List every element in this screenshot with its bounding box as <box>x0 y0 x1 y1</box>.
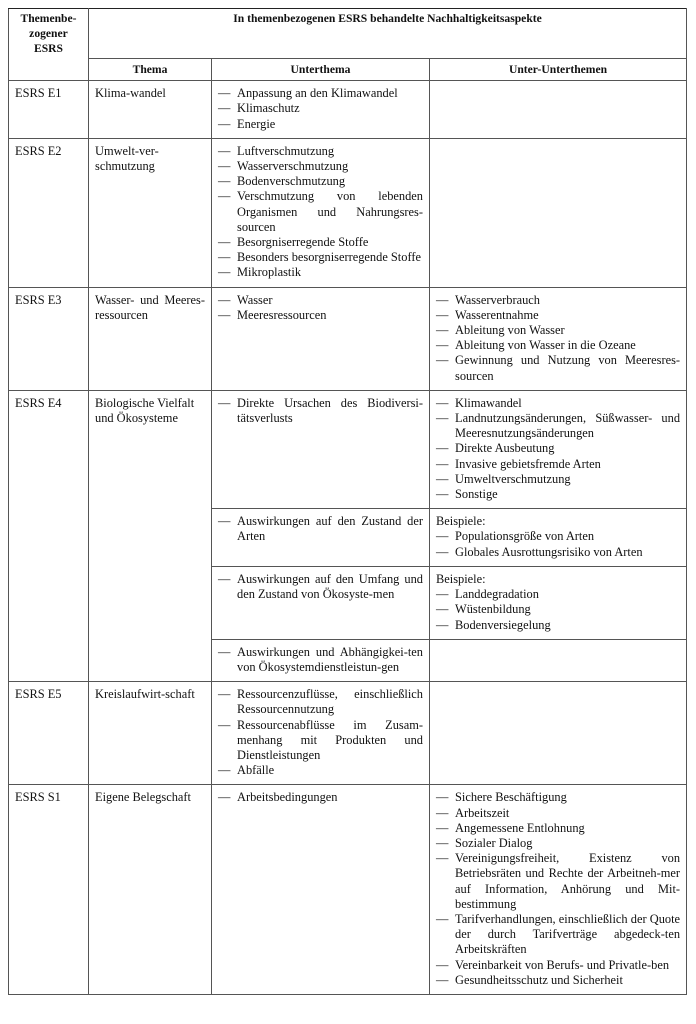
unterthema-cell <box>212 287 430 390</box>
unter-unterthemen-cell <box>430 509 687 567</box>
table-subheader-row <box>9 59 687 81</box>
unter-unterthemen-cell <box>430 639 687 681</box>
list-item: — Sozialer Dialog <box>436 836 680 851</box>
unter-unterthemen-list <box>436 790 680 988</box>
esrs-code: ESRS E3 <box>9 287 89 390</box>
list-item: — Umweltverschmutzung <box>436 472 680 487</box>
table-row-e4 <box>9 390 687 508</box>
unterthema-list <box>218 396 423 426</box>
list-item: — Direkte Ausbeutung <box>436 441 680 456</box>
header-col1-text: Themenbe-zogener ESRS <box>20 12 77 56</box>
unter-unterthemen-cell <box>430 390 687 508</box>
esrs-code: ESRS S1 <box>9 785 89 995</box>
header-thema: Thema <box>89 59 212 81</box>
list-item: — Ableitung von Wasser in die Ozeane <box>436 338 680 353</box>
thema-cell: Klima-wandel <box>89 81 212 139</box>
unter-unterthemen-cell <box>430 785 687 995</box>
list-item: — Gewinnung und Nutzung von Meeresres-sourcen <box>436 353 680 383</box>
header-themenbezogener-esrs <box>9 9 89 81</box>
unterthema-cell <box>212 138 430 287</box>
list-item: — Wasser <box>218 293 423 308</box>
thema-cell: Eigene Belegschaft <box>89 785 212 995</box>
esrs-code: ESRS E4 <box>9 390 89 681</box>
thema-cell: Kreislaufwirt-schaft <box>89 682 212 785</box>
examples-label: Beispiele: <box>436 571 486 586</box>
unter-unterthemen-cell <box>430 566 687 639</box>
list-item: — Invasive gebietsfremde Arten <box>436 457 680 472</box>
unterthema-list <box>218 572 423 602</box>
list-item: — Verschmutzung von lebenden Organismen und Nahrungsres-sourcen <box>218 189 423 235</box>
list-item: — Wasserverbrauch <box>436 293 680 308</box>
list-item: — Ressourcenabflüsse im Zusam-menhang mit Produkten und Dienstleistungen <box>218 718 423 764</box>
header-main <box>89 9 687 59</box>
unterthema-list <box>218 293 423 323</box>
list-item: — Globales Ausrottungsrisiko von Arten <box>436 545 680 560</box>
unterthema-cell <box>212 785 430 995</box>
unter-unterthemen-cell <box>430 682 687 785</box>
unterthema-cell <box>212 682 430 785</box>
unter-unterthemen-cell <box>430 81 687 139</box>
table-row-e5 <box>9 682 687 785</box>
unterthema-list <box>218 144 423 281</box>
list-item: — Klimaschutz <box>218 101 423 116</box>
list-item: — Anpassung an den Klimawandel <box>218 86 423 101</box>
list-item: — Auswirkungen auf den Zustand der Arten <box>218 514 423 544</box>
thema-cell: Wasser- und Meeres-ressourcen <box>89 287 212 390</box>
list-item: — Besonders besorgniserregende Stoffe <box>218 250 423 265</box>
table-row-e3 <box>9 287 687 390</box>
unterthema-cell <box>212 639 430 681</box>
list-item: — Arbeitszeit <box>436 806 680 821</box>
list-item: — Mikroplastik <box>218 265 423 280</box>
header-main-text: In themenbezogenen ESRS behandelte Nachhaltigkeitsaspekte <box>233 12 542 25</box>
list-item: — Sichere Beschäftigung <box>436 790 680 805</box>
unterthema-cell <box>212 509 430 567</box>
table-row-e2 <box>9 138 687 287</box>
unter-unterthemen-cell <box>430 287 687 390</box>
list-item: — Direkte Ursachen des Biodiversi-tätsverlusts <box>218 396 423 426</box>
esrs-code: ESRS E2 <box>9 138 89 287</box>
header-unter-unterthemen: Unter-Unterthemen <box>430 59 687 81</box>
list-item: — Abfälle <box>218 763 423 778</box>
thema-cell: Biologische Vielfalt und Ökosysteme <box>89 390 212 681</box>
unter-unterthemen-list <box>436 587 680 633</box>
list-item: — Sonstige <box>436 487 680 502</box>
list-item: — Wüstenbildung <box>436 602 680 617</box>
list-item: — Auswirkungen auf den Umfang und den Zustand von Ökosyste-men <box>218 572 423 602</box>
list-item: — Populationsgröße von Arten <box>436 529 680 544</box>
list-item: — Wasserentnahme <box>436 308 680 323</box>
unterthema-list <box>218 645 423 675</box>
table-row-e1 <box>9 81 687 139</box>
unterthema-list <box>218 514 423 544</box>
table-row-s1 <box>9 785 687 995</box>
esrs-code: ESRS E1 <box>9 81 89 139</box>
list-item: — Bodenversiegelung <box>436 618 680 633</box>
examples-label: Beispiele: <box>436 514 486 529</box>
unterthema-list <box>218 687 423 778</box>
unterthema-list <box>218 790 423 805</box>
unterthema-list <box>218 86 423 132</box>
list-item: — Ableitung von Wasser <box>436 323 680 338</box>
list-item: — Arbeitsbedingungen <box>218 790 423 805</box>
list-item: — Wasserverschmutzung <box>218 159 423 174</box>
unter-unterthemen-list <box>436 293 680 384</box>
list-item: — Landdegradation <box>436 587 680 602</box>
list-item: — Landnutzungsänderungen, Süßwasser- und Meeresnutzungsänderungen <box>436 411 680 441</box>
esrs-table <box>8 8 687 995</box>
list-item: — Bodenverschmutzung <box>218 174 423 189</box>
list-item: — Ressourcenzuflüsse, einschließlich Ressourcennutzung <box>218 687 423 717</box>
list-item: — Vereinbarkeit von Berufs- und Privatle-ben <box>436 958 680 973</box>
list-item: — Energie <box>218 117 423 132</box>
unter-unterthemen-cell <box>430 138 687 287</box>
header-unterthema: Unterthema <box>212 59 430 81</box>
list-item: — Tarifverhandlungen, einschließlich der Quote der durch Tarifverträge abgedeck-ten Arbeitskräften <box>436 912 680 958</box>
esrs-code: ESRS E5 <box>9 682 89 785</box>
unterthema-cell <box>212 390 430 508</box>
list-item: — Klimawandel <box>436 396 680 411</box>
list-item: — Meeresressourcen <box>218 308 423 323</box>
list-item: — Vereinigungsfreiheit, Existenz von Betriebsräten und Rechte der Arbeitneh-mer auf Information, Anhörung und Mit-bestimmung <box>436 851 680 912</box>
list-item: — Gesundheitsschutz und Sicherheit <box>436 973 680 988</box>
unter-unterthemen-list <box>436 529 680 559</box>
unterthema-cell <box>212 566 430 639</box>
list-item: — Luftverschmutzung <box>218 144 423 159</box>
list-item: — Auswirkungen und Abhängigkei-ten von Ökosystemdienstleistun-gen <box>218 645 423 675</box>
thema-cell: Umwelt-ver-schmutzung <box>89 138 212 287</box>
list-item: — Angemessene Entlohnung <box>436 821 680 836</box>
unter-unterthemen-list <box>436 396 680 502</box>
table-header-row <box>9 9 687 59</box>
list-item: — Besorgniserregende Stoffe <box>218 235 423 250</box>
unterthema-cell <box>212 81 430 139</box>
